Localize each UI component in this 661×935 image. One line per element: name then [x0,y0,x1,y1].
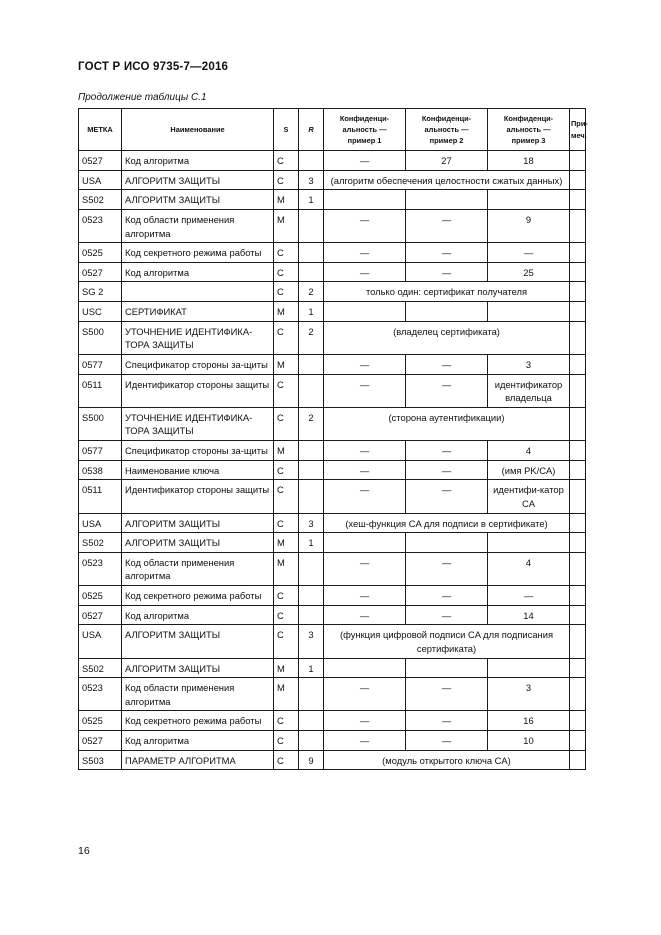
table-cell: S500 [79,407,122,440]
table-cell: — [406,441,488,461]
table-row [79,711,586,731]
table-cell [570,374,586,407]
table-cell [299,605,324,625]
table-cell: 4 [488,441,570,461]
table-cell: 1 [299,658,324,678]
table-cell [570,513,586,533]
table-row [79,625,586,658]
table-cell [299,151,324,171]
column-header: При- меч. [570,109,586,151]
table-cell: Код алгоритма [122,151,274,171]
table-cell [324,190,406,210]
table-cell: Код области применения алгоритма [122,552,274,585]
column-header: МЕТКА [79,109,122,151]
table-cell: — [406,731,488,751]
table-cell: — [406,354,488,374]
column-header: Конфиденци- альность — пример 2 [406,109,488,151]
column-header: R [299,109,324,151]
table-cell [570,170,586,190]
table-row [79,533,586,553]
table-cell: C [274,711,299,731]
table-cell: C [274,605,299,625]
table-cell: — [406,460,488,480]
table-cell [324,658,406,678]
table-cell: C [274,407,299,440]
table-cell: АЛГОРИТМ ЗАЩИТЫ [122,658,274,678]
table-cell [570,552,586,585]
table-cell: (сторона аутентификации) [324,407,570,440]
table-cell: 9 [488,209,570,242]
table-cell: 0527 [79,605,122,625]
table-cell: (хеш-функция CA для подписи в сертификате) [324,513,570,533]
table-row [79,282,586,302]
table-cell: только один: сертификат получателя [324,282,570,302]
table-cell: — [406,262,488,282]
table-cell: — [488,586,570,606]
table-row [79,480,586,513]
table-cell: 0525 [79,243,122,263]
table-cell: 1 [299,302,324,322]
table-cell [299,460,324,480]
table-cell [570,321,586,354]
table-cell [570,658,586,678]
document-title: ГОСТ Р ИСО 9735-7—2016 [78,61,229,73]
table-cell: 25 [488,262,570,282]
table-cell: ПАРАМЕТР АЛГОРИТМА [122,750,274,770]
table-cell: 0577 [79,354,122,374]
column-header: Конфиденци- альность — пример 1 [324,109,406,151]
table-cell [570,731,586,751]
table-cell: (имя PK/CA) [488,460,570,480]
table-cell: 0525 [79,711,122,731]
table-cell [570,480,586,513]
table-cell: M [274,552,299,585]
table-cell [324,533,406,553]
table-cell: 0511 [79,374,122,407]
table-cell: M [274,658,299,678]
table-cell: АЛГОРИТМ ЗАЩИТЫ [122,190,274,210]
table-cell [299,441,324,461]
table-cell: USC [79,302,122,322]
table-cell: Идентификатор стороны защиты [122,374,274,407]
table-cell: — [406,480,488,513]
table-cell: Код области применения алгоритма [122,209,274,242]
table-cell: — [406,209,488,242]
table-cell: M [274,190,299,210]
table-cell: Идентификатор стороны защиты [122,480,274,513]
table-cell [122,282,274,302]
table-cell [299,354,324,374]
table-cell [570,354,586,374]
table-cell [299,711,324,731]
table-cell [570,262,586,282]
table-cell: 3 [299,625,324,658]
table-cell [570,407,586,440]
table-cell: УТОЧНЕНИЕ ИДЕНТИФИКА-ТОРА ЗАЩИТЫ [122,321,274,354]
table-cell: АЛГОРИТМ ЗАЩИТЫ [122,625,274,658]
table-cell: Код алгоритма [122,605,274,625]
table-cell: C [274,321,299,354]
table-cell [299,552,324,585]
table-row [79,605,586,625]
table-cell: 3 [299,170,324,190]
table-cell: C [274,374,299,407]
table-cell: (владелец сертификата) [324,321,570,354]
table-cell: — [324,374,406,407]
table-cell [488,658,570,678]
table-header-row [79,109,586,151]
table-cell: S503 [79,750,122,770]
table-cell: C [274,460,299,480]
table-row [79,374,586,407]
table-cell: идентифи-катор CA [488,480,570,513]
table-cell: — [324,243,406,263]
table-row [79,441,586,461]
table-cell: Спецификатор стороны за-щиты [122,441,274,461]
table-cell: 1 [299,533,324,553]
table-row [79,209,586,242]
table-cell: 0525 [79,586,122,606]
table-cell: M [274,302,299,322]
table-row [79,243,586,263]
table-cell: СЕРТИФИКАТ [122,302,274,322]
table-cell: — [488,243,570,263]
table-cell: 0523 [79,552,122,585]
column-header: Наименование [122,109,274,151]
table-cell [488,190,570,210]
table-cell: 0523 [79,209,122,242]
table-cell [570,711,586,731]
table-cell: АЛГОРИТМ ЗАЩИТЫ [122,513,274,533]
table-cell: — [324,151,406,171]
table-cell: C [274,282,299,302]
table-cell: C [274,262,299,282]
table-cell: — [406,552,488,585]
table-cell [570,243,586,263]
table-cell: 27 [406,151,488,171]
table-cell [570,151,586,171]
table-cell: 0527 [79,731,122,751]
table-cell: АЛГОРИТМ ЗАЩИТЫ [122,533,274,553]
table-cell [570,302,586,322]
table-cell [299,678,324,711]
table-cell: — [324,209,406,242]
page-number: 16 [78,845,90,857]
table-cell: 9 [299,750,324,770]
table-cell [570,605,586,625]
table-cell: C [274,586,299,606]
table-cell [570,625,586,658]
table-cell: — [324,441,406,461]
table-cell: Код алгоритма [122,731,274,751]
table-cell: — [324,731,406,751]
table-cell: Код секретного режима работы [122,586,274,606]
table-cell: USA [79,513,122,533]
table-cell [299,209,324,242]
table-row [79,731,586,751]
table-cell: идентификатор владельца [488,374,570,407]
table-cell: USA [79,170,122,190]
table-cell: 0577 [79,441,122,461]
table-cell: 3 [299,513,324,533]
table-cell [299,586,324,606]
table-cell: 4 [488,552,570,585]
table-cell [570,190,586,210]
table-cell: M [274,533,299,553]
table-cell [570,586,586,606]
table-cell: — [406,678,488,711]
table-cell: (алгоритм обеспечения целостности сжатых данных) [324,170,570,190]
table-row [79,170,586,190]
table-cell: C [274,625,299,658]
table-cell: — [324,678,406,711]
table-cell: C [274,513,299,533]
table-cell: M [274,441,299,461]
column-header: S [274,109,299,151]
table-body [79,151,586,770]
table-cell: 16 [488,711,570,731]
table-cell: 2 [299,282,324,302]
table-row [79,658,586,678]
table-cell [570,750,586,770]
table-cell [299,731,324,751]
table-cell: УТОЧНЕНИЕ ИДЕНТИФИКА-ТОРА ЗАЩИТЫ [122,407,274,440]
table-cell: АЛГОРИТМ ЗАЩИТЫ [122,170,274,190]
table-row [79,552,586,585]
table-cell [299,374,324,407]
table-cell: 3 [488,678,570,711]
table-cell: 0538 [79,460,122,480]
table-cell: SG 2 [79,282,122,302]
table-cell: Код секретного режима работы [122,711,274,731]
table-cell [406,533,488,553]
table-cell: Код секретного режима работы [122,243,274,263]
table-cell [570,460,586,480]
table-cell: — [324,605,406,625]
table-cell [406,658,488,678]
table-row [79,151,586,171]
table-cell: M [274,678,299,711]
column-header: Конфиденци- альность — пример 3 [488,109,570,151]
table-cell: 0523 [79,678,122,711]
table-cell: C [274,151,299,171]
table-row [79,513,586,533]
table-cell: USA [79,625,122,658]
table-cell: 2 [299,407,324,440]
table-cell: — [324,480,406,513]
table-cell [406,190,488,210]
table-row [79,750,586,770]
table-cell: 3 [488,354,570,374]
table-cell: — [406,711,488,731]
table-cell: C [274,170,299,190]
table-cell: 2 [299,321,324,354]
table-cell: C [274,243,299,263]
table-cell: C [274,480,299,513]
table-cell [570,441,586,461]
table-cell: (функция цифровой подписи CA для подписания сертификата) [324,625,570,658]
table-cell: S500 [79,321,122,354]
table-cell: — [324,354,406,374]
table-cell [570,678,586,711]
table-cell: C [274,731,299,751]
table-cell: S502 [79,658,122,678]
table-cell: 0527 [79,262,122,282]
table-cell: Спецификатор стороны за-щиты [122,354,274,374]
table-cell: — [324,711,406,731]
table-cell [299,262,324,282]
table-cell: — [406,243,488,263]
table-cell: S502 [79,190,122,210]
table-cell: M [274,209,299,242]
table-cell [570,282,586,302]
table-row [79,586,586,606]
table-row [79,460,586,480]
table-cell: — [406,605,488,625]
table-cell: M [274,354,299,374]
data-table [78,108,586,770]
table-cell [570,209,586,242]
table-cell: S502 [79,533,122,553]
table-cell: C [274,750,299,770]
table-cell [299,243,324,263]
table-caption: Продолжение таблицы С.1 [78,92,207,103]
table-cell: 10 [488,731,570,751]
table-row [79,321,586,354]
table-row [79,190,586,210]
table-cell: — [324,586,406,606]
table-row [79,354,586,374]
table-cell: 18 [488,151,570,171]
table-cell: Код области применения алгоритма [122,678,274,711]
table-cell [324,302,406,322]
table-cell [570,533,586,553]
table-cell: 1 [299,190,324,210]
table-cell: Наименование ключа [122,460,274,480]
table-cell: 0511 [79,480,122,513]
table-cell: Код алгоритма [122,262,274,282]
table-row [79,302,586,322]
table-cell: — [324,460,406,480]
table-row [79,678,586,711]
table-cell: — [406,586,488,606]
table-cell: — [324,552,406,585]
table-cell: 14 [488,605,570,625]
table-cell [488,302,570,322]
table-cell: — [324,262,406,282]
table-cell: (модуль открытого ключа CA) [324,750,570,770]
table-row [79,262,586,282]
table-cell [299,480,324,513]
table-cell: — [406,374,488,407]
table-row [79,407,586,440]
table-cell: 0527 [79,151,122,171]
table-cell [488,533,570,553]
table-cell [406,302,488,322]
